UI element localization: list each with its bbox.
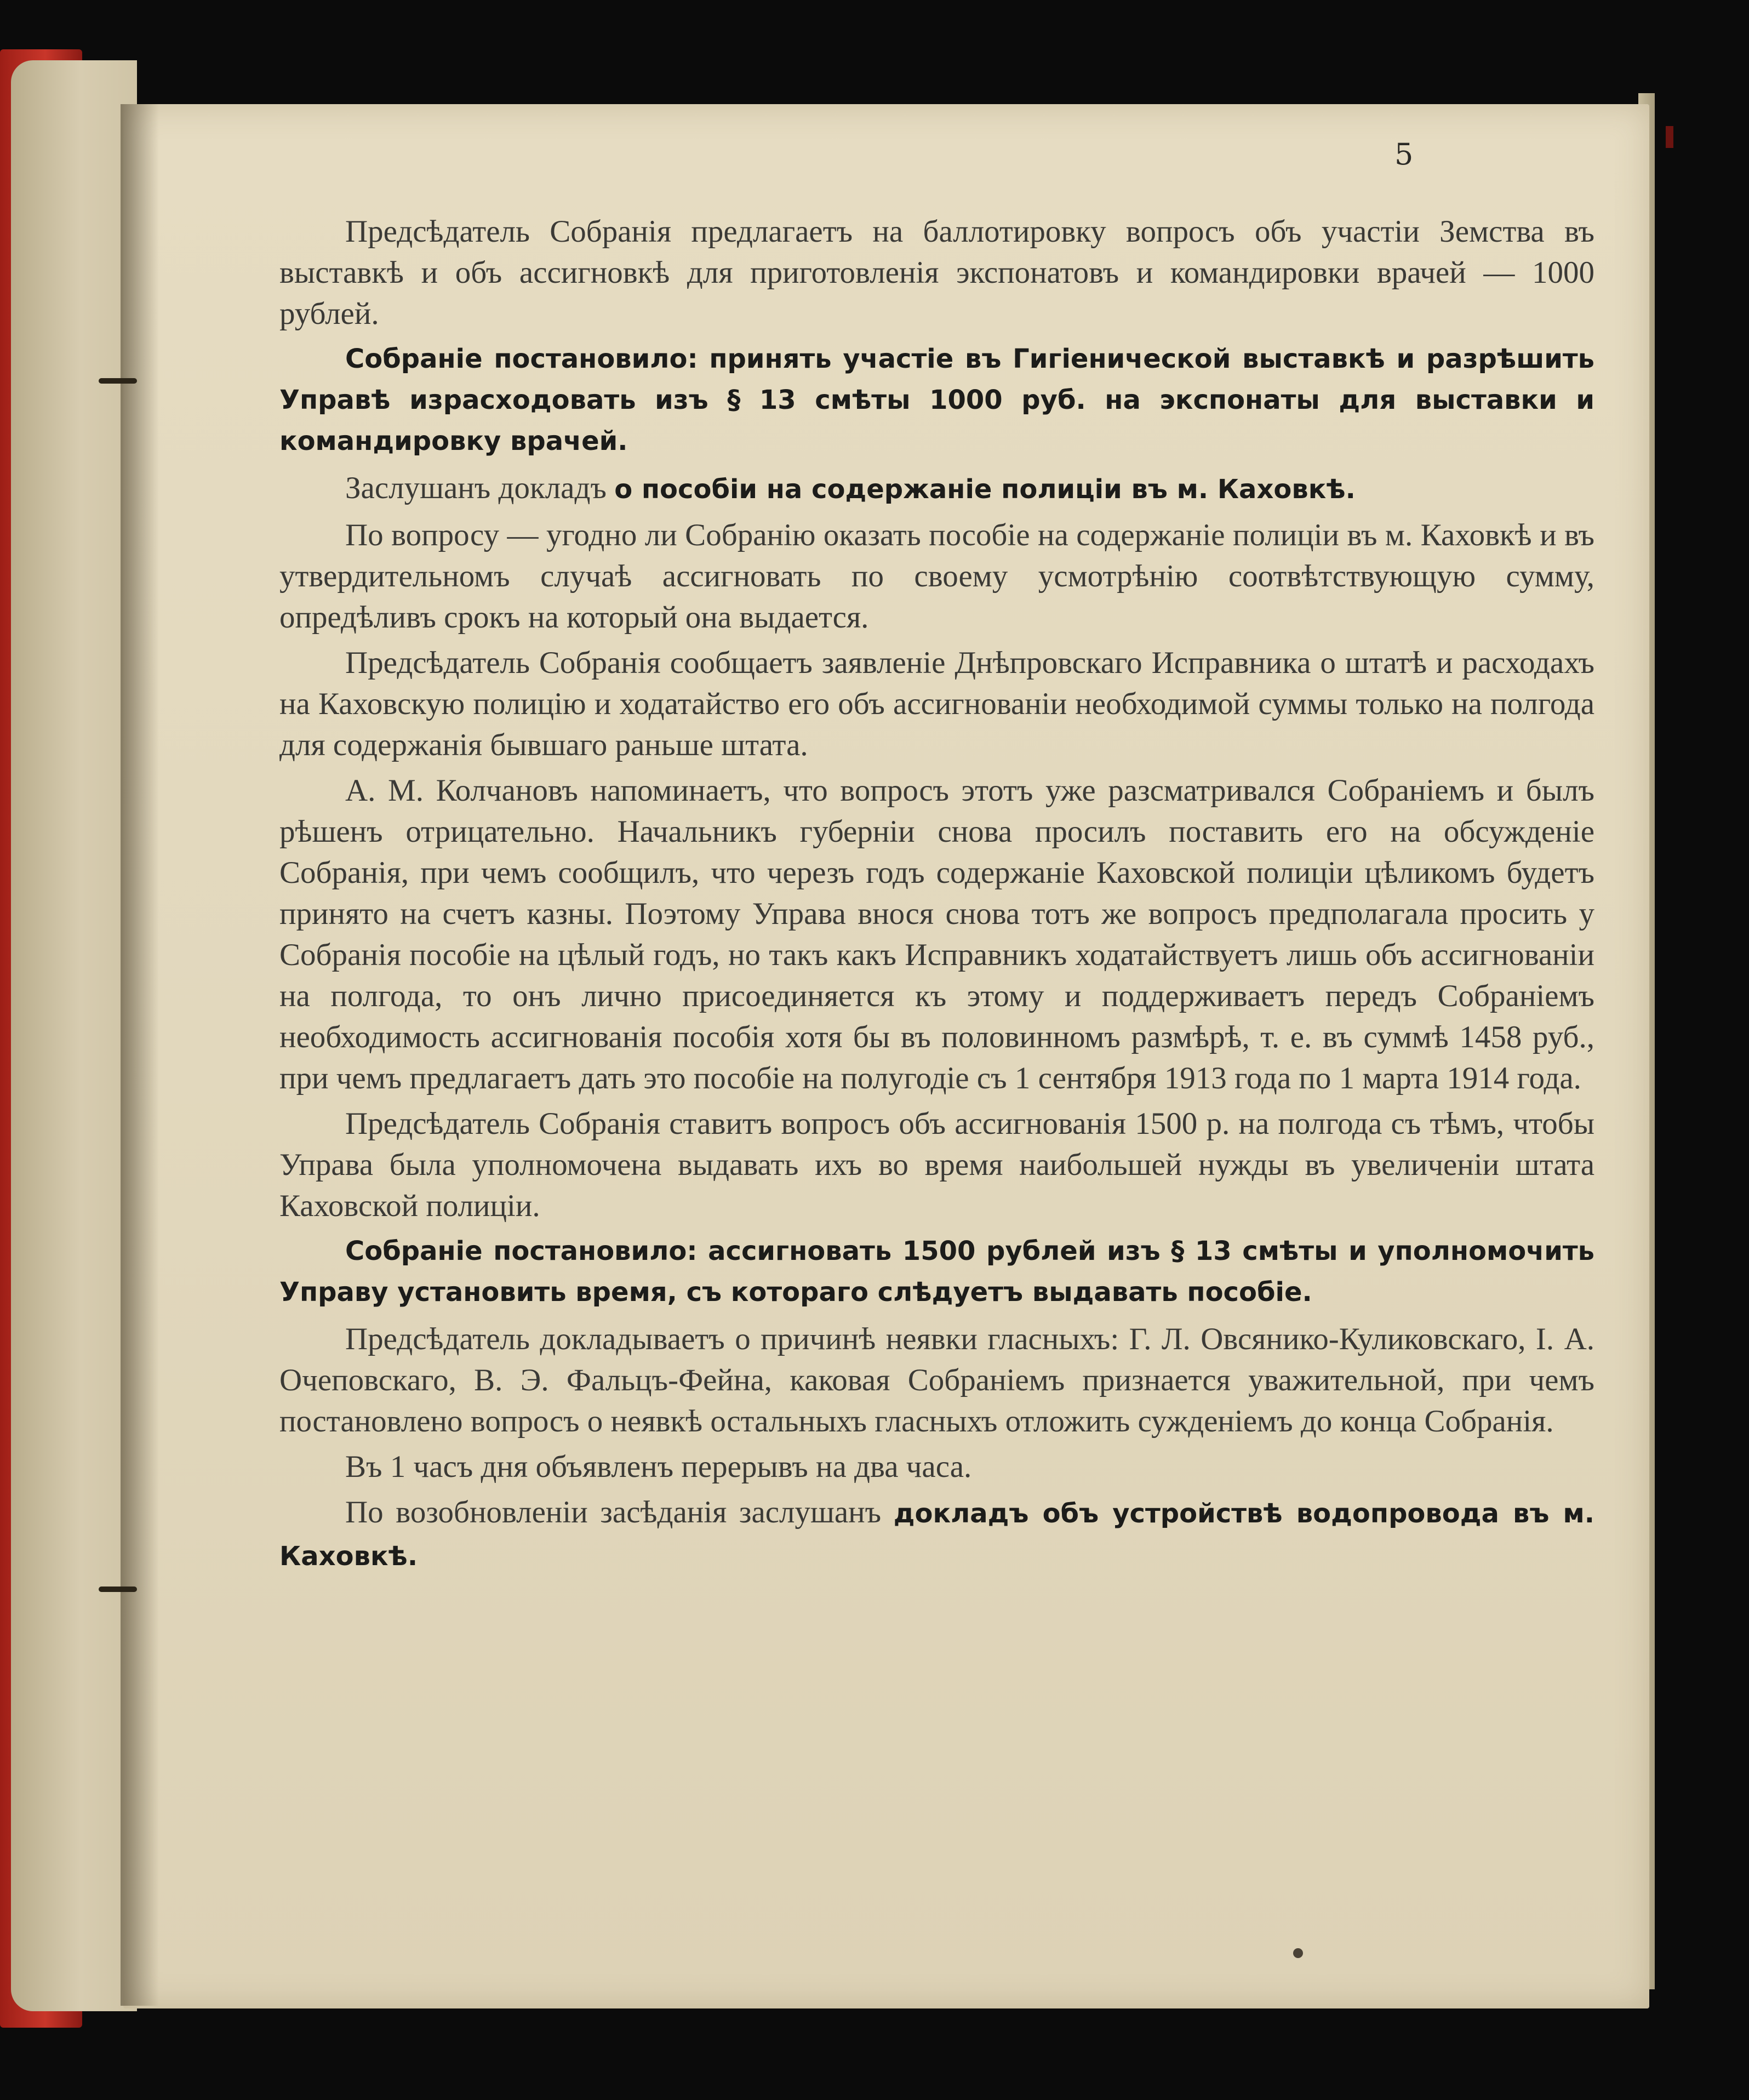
paragraph-break: Въ 1 часъ дня объявленъ перерывъ на два часа. [345, 1450, 972, 1484]
paragraph-chairman-proposal: Предсѣдатель Собранія предлагаетъ на баллотировку вопросъ объ участіи Земства въ выставкѣ и объ ассигновкѣ для приготовленія экспонатовъ и командировки врачей — 1000 рублей. [279, 214, 1594, 331]
paragraph-ispravnik-statement: Предсѣдатель Собранія сообщаетъ заявленіе Днѣпровскаго Исправника о штатѣ и расходахъ на Каховскую полицію и ходатайство его объ ассигнованіи необходимой суммы только на полгода для содержанія бывшаго раньше штата. [279, 646, 1594, 762]
paragraph-report-heard [279, 467, 1594, 510]
binding-stitch [99, 1587, 137, 1592]
binding-stitch [99, 378, 137, 384]
page-number: 5 [1394, 137, 1414, 172]
report-police-subsidy-title: о пособіи на содержаніе полиціи въ м. Каховкѣ. [614, 474, 1356, 505]
resolution-exhibition: Собраніе постановило: принять участіе въ Гигіенической выставкѣ и разрѣшить Управѣ израсходовать изъ § 13 смѣты 1000 руб. на экспонаты для выставки и командировку врачей. [279, 344, 1594, 456]
cover-mark [1666, 126, 1673, 148]
resolution-police: Собраніе постановило: ассигновать 1500 рублей изъ § 13 смѣты и уполномочить Управу установить время, съ котораго слѣдуетъ выдавать пособіе. [279, 1236, 1594, 1308]
paragraph-chairman-vote: Предсѣдатель Собранія ставитъ вопросъ объ ассигнованія 1500 р. на полгода съ тѣмъ, чтобы Управа была уполномочена выдавать ихъ во время наибольшей нужды въ увеличеніи штата Каховской полиціи. [279, 1106, 1594, 1223]
book-page [123, 104, 1649, 2008]
paper-speck [1293, 1948, 1303, 1958]
gutter-shadow [121, 104, 159, 2006]
resumed-lead: По возобновленіи засѣданія заслушанъ [345, 1495, 882, 1530]
paragraph-absence: Предсѣдатель докладываетъ о причинѣ неявки гласныхъ: Г. Л. Овсянико-Куликовскаго, І. А. Очеповскаго, В. Э. Фальцъ-Фейна, каковая Собраніемъ признается уважительной, при чемъ постановлено вопросъ о неявкѣ остальныхъ гласныхъ отложить сужденіемъ до конца Собранія. [279, 1322, 1594, 1439]
report-water-supply-title: докладъ объ устройствѣ водопровода въ м. Каховкѣ. [279, 1498, 1594, 1572]
paragraph-question: По вопросу — угодно ли Собранію оказать пособіе на содержаніе полиціи въ м. Каховкѣ и въ утвердительномъ случаѣ ассигновать по своему усмотрѣнію соотвѣтствующую сумму, опредѣливъ срокъ на который она выдается. [279, 518, 1594, 635]
left-page-edge [11, 60, 137, 2011]
paragraph-kolchanov: А. М. Колчановъ напоминаетъ, что вопросъ этотъ уже разсматривался Собраніемъ и былъ рѣшенъ отрицательно. Начальникъ губерніи снова просилъ поставить его на обсужденіе Собранія, при чемъ сообщилъ, что черезъ годъ содержаніе Каховской полиціи цѣликомъ будетъ принято на счетъ казны. Поэтому Управа внося снова тотъ же вопросъ предполагала просить у Собранія пособіе на цѣлый годъ, но такъ какъ Исправникъ ходатайствуетъ лишь объ ассигнованіи на полгода, то онъ лично присоединяется къ этому и поддерживаетъ передъ Собраніемъ необходимость ассигнованія пособія хотя бы въ половинномъ размѣрѣ, т. е. въ суммѣ 1458 руб., при чемъ предлагаетъ дать это пособіе на полугодіе съ 1 сентября 1913 года по 1 марта 1914 года. [279, 773, 1594, 1095]
page-text [279, 211, 1594, 1582]
paragraph-resumed [279, 1492, 1594, 1577]
report-heard-lead: Заслушанъ докладъ [345, 471, 607, 505]
